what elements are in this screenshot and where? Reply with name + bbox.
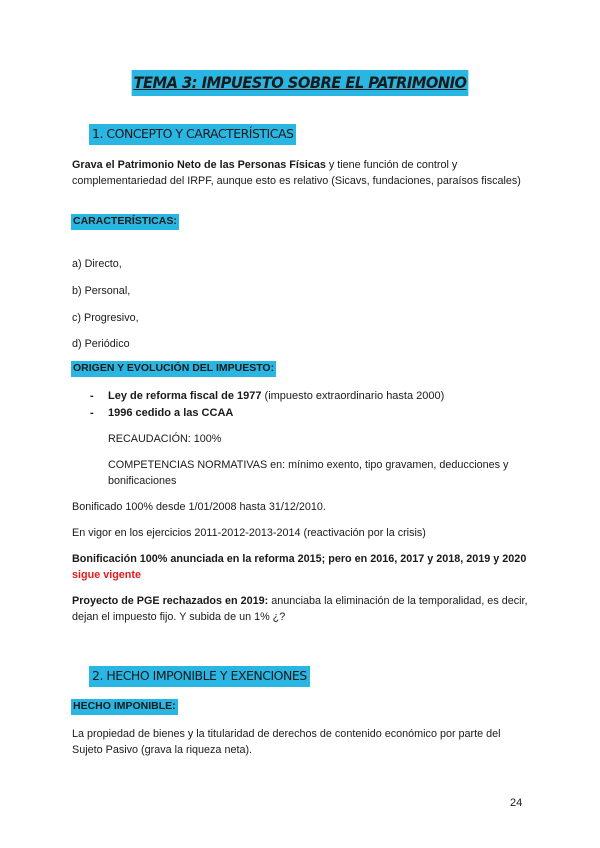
hecho-imponible-text: La propiedad de bienes y la titularidad de derechos de contenido económico por parte del Sujeto Pasivo (grava la riqueza neta). (72, 728, 501, 757)
hecho-imponible-label: HECHO IMPONIBLE: (71, 699, 178, 715)
section-2-heading: 2. HECHO IMPONIBLE Y EXENCIONES (89, 666, 310, 687)
section-1-heading: 1. CONCEPTO Y CARACTERÍSTICAS (89, 124, 296, 145)
competencias-text: COMPETENCIAS NORMATIVAS en: mínimo exento, tipo gravamen, deducciones y bonificaciones (108, 459, 509, 488)
bullet-bold: Ley de reforma fiscal de 1977 (108, 390, 262, 402)
bullet-item: - Ley de reforma fiscal de 1977 (impuesto extraordinario hasta 2000) (90, 390, 445, 402)
recaudacion-text: RECAUDACIÓN: 100% (108, 433, 222, 445)
bullet-rest: (impuesto extraordinario hasta 2000) (261, 390, 445, 402)
page-title (0, 70, 600, 96)
intro-rest: y tiene función de control y complementariedad del IRPF, aunque esto es relativo (Sicavs, fundaciones, paraísos fiscales) (72, 159, 521, 188)
bonificado-text: Bonificado 100% desde 1/01/2008 hasta 31/12/2010. (72, 501, 326, 513)
caracteristica-item: b) Personal, (72, 285, 131, 297)
page-title-text: TEMA 3: IMPUESTO SOBRE EL PATRIMONIO (132, 70, 469, 96)
proyecto-paragraph (72, 593, 532, 625)
caracteristica-item: a) Directo, (72, 258, 122, 270)
caracteristica-item: d) Periódico (72, 338, 130, 350)
bullet-bold: 1996 cedido a las CCAA (108, 407, 234, 419)
origen-label: ORIGEN Y EVOLUCIÓN DEL IMPUESTO: (71, 361, 276, 377)
caracteristica-item: c) Progresivo, (72, 312, 139, 324)
proyecto-rest: anunciaba la eliminación de la temporalidad, es decir, dejan el impuesto fijo. Y subida de un 1% ¿? (72, 595, 528, 624)
proyecto-bold: Proyecto de PGE rechazados en 2019: (72, 595, 269, 607)
bonificacion-bold: Bonificación 100% anunciada en la reforma 2015; pero en 2016, 2017 y 2018, 2019 y 2020 (72, 553, 527, 565)
sigue-vigente: sigue vigente (72, 569, 141, 582)
intro-paragraph (72, 157, 532, 189)
page-number: 24 (510, 797, 523, 809)
bonificacion-paragraph (72, 551, 532, 583)
caracteristicas-label: CARACTERÍSTICAS: (71, 214, 179, 230)
en-vigor-text: En vigor en los ejercicios 2011-2012-2013-2014 (reactivación por la crisis) (72, 527, 426, 539)
intro-bold: Grava el Patrimonio Neto de las Personas Físicas (72, 159, 326, 171)
bullet-item: - 1996 cedido a las CCAA (90, 407, 234, 419)
